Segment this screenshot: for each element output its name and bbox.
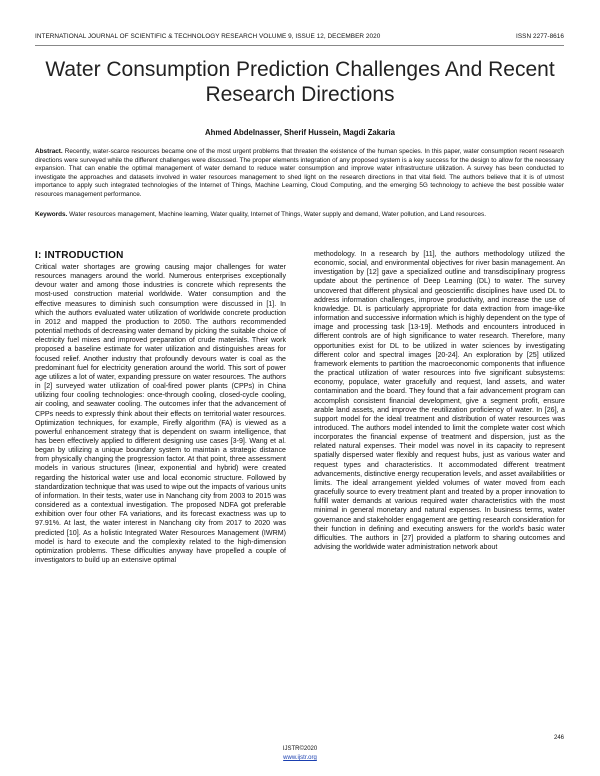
abstract-text: Recently, water-scarce resources became one of the most urgent problems that threaten the existence of the human species. In this paper, water consumption recent research directions were surveyed while the different challenges were discussed. The proper elements integration of any proposed system is a key success for the design to allow for the necessary expansion. That can enable the optimal management of water demand to reduce water consumption and improve water infrastructure utilization. A survey has been conducted to investigate the approaches and datasets involved in water resources management to shed light on the research directions in that vital field. The authors believe that it is of utmost importance to apply such integrated technologies of the Internet of Things, Machine Learning, Cloud Computing, and the emerging 5G technology to achieve the best possible water resources management performance. <box>35 148 564 198</box>
footer-copyright: IJSTR©2020 <box>282 746 318 752</box>
keywords-text: Water resources management, Machine learning, Water quality, Internet of Things, Water supply and demand, Water pollution, and Land resources. <box>67 211 487 218</box>
abstract <box>35 148 564 200</box>
abstract-label: Abstract. <box>35 148 63 155</box>
paper-title: Water Consumption Prediction Challenges And Recent Research Directions <box>45 58 555 106</box>
issn: ISSN 2277-8616 <box>516 33 564 40</box>
right-column <box>314 250 565 552</box>
intro-paragraph-right: methodology. In a research by [11], the authors methodology utilized the economic, social, and environmental objectives for river basin management. An investigation by [12] gave a specialized outline and transdisciplinary progress update about the pertinence of Deep Learning (DL) to water. The survey uncovered that different physical and geoscientific disciplines have used DL to address information challenges, improve productivity, and increase the use of knowledge. DL is particularly appropriate for data extraction from image-like information and successive information which is highly dependent on the type of image and processing task [13-19]. Methods and encounters introduced in different controls are of high significance to water research. Therefore, many opportunities exist for DL to be utilized in water sciences by investigating different color and spectral images [20-24]. An exploration by [25] utilized framework elements to partition the macroeconomic components that influence the practical utilization of water resources into five significant subsystems: economy, populace, water gracefully and request, land assets, and water contamination and the board. They found that a fair advancement program can accomplish consistent financial development, give a segment profit, ensure arable land assets, and improve the reutilization proficiency of water. In [26], a support model for the ideal treatment and distribution of water resources was introduced. The authors model intended to limit the complete water cost which incorporates the financial expense of treatment and dispersion, just as the related natural expenses. Their model was novel in its capacity to represent spatially dispersed water flexibly and request hubs, just as various water and request types and characteristics. It accommodated different treatment advancements, distinctive energy recuperation levels, and asset availabilities or limits. The ideal arrangement yielded volumes of water moved from each gracefully source to every treatment plant and treated by a proper innovation to fulfill water demands at various required water characteristics with the most minimal in general monetary and natural expenses. In business terms, water governance and stakeholder engagement are getting research consideration for their function in defining and executing answers for the world's basic water difficulties. The authors in [27] provided a platform to sharing outcomes and advising the worldwide water administration network about <box>314 250 565 551</box>
section-heading-introduction: I: INTRODUCTION <box>35 250 124 261</box>
journal-name: INTERNATIONAL JOURNAL OF SCIENTIFIC & TECHNOLOGY RESEARCH VOLUME 9, ISSUE 12, DECEMBER 2020 <box>35 33 381 40</box>
page-number: 246 <box>553 735 564 741</box>
intro-paragraph-left: Critical water shortages are growing causing major challenges for water resources managers around the world. Numerous enterprises exceptionally devour water and among those industries is concrete which represents the most-used construction material worldwide. Water consumption and the effective measures to diminish such consumption were discussed in [1]. In which the authors evaluated water utilization of worldwide concrete production in 2012 and mapped the production to 2050. The authors recommended potential methods of decreasing water demand by picking the suitable choice of electricity fuel mixes and improved preparation of crude materials. Their work proposed a baseline estimate for water utilization and distinguishes areas for focused relief. Another industry that profoundly devours water is coal as the predominant fuel for electricity generation around the world. This sort of power age utilizes a lot of water, expanding pressure on water resources. The authors in [2] surveyed water utilization of coal-fired power plants (CPPs) in China utilizing four cooling technologies: once-through cooling, closed-cycle cooling, air cooling, and seawater cooling. The outcomes infer that the advancement of CPPs needs to expressly think about their effects on territorial water resources. Optimization techniques, for example, Firefly algorithm (FA) is viewed as a powerful enhancement strategy that is dependent on swarm intelligence, that has been effectively applied to different designing use cases [3-9]. Wang et al. began by utilizing a unique boundary system to maintain a strategic distance from physically changing the progression factor. At that point, three assessment models in various structures (linear, exponential and hybrid) were created regarding the historical water use and local economic structure. Followed by standardization technique that was used to wipe out the impacts of various units of information. In their tests, water use in Nanchang city from 2003 to 2015 was considered as a contextual investigation. The proposed NDFA got preferable exhibition over four other FA variations, and its forecast exactness was up to 97.91%. At last, the water interest in Nanchang city from 2017 to 2020 was predicted [10]. As a holistic Integrated Water Resources Management (IWRM) model is hard to execute and the complexity related to the high-dimension optimization problems. These difficulties anyway have propelled a couple of investigators to build up an extensive optimal <box>35 263 286 564</box>
keywords <box>35 211 564 220</box>
footer-url-link[interactable]: www.ijstr.org <box>283 755 317 761</box>
header-divider <box>35 45 564 46</box>
running-head <box>35 33 564 40</box>
paper-authors: Ahmed Abdelnasser, Sherif Hussein, Magdi Zakaria <box>205 128 395 137</box>
left-column <box>35 250 286 565</box>
keywords-label: Keywords. <box>35 211 68 218</box>
